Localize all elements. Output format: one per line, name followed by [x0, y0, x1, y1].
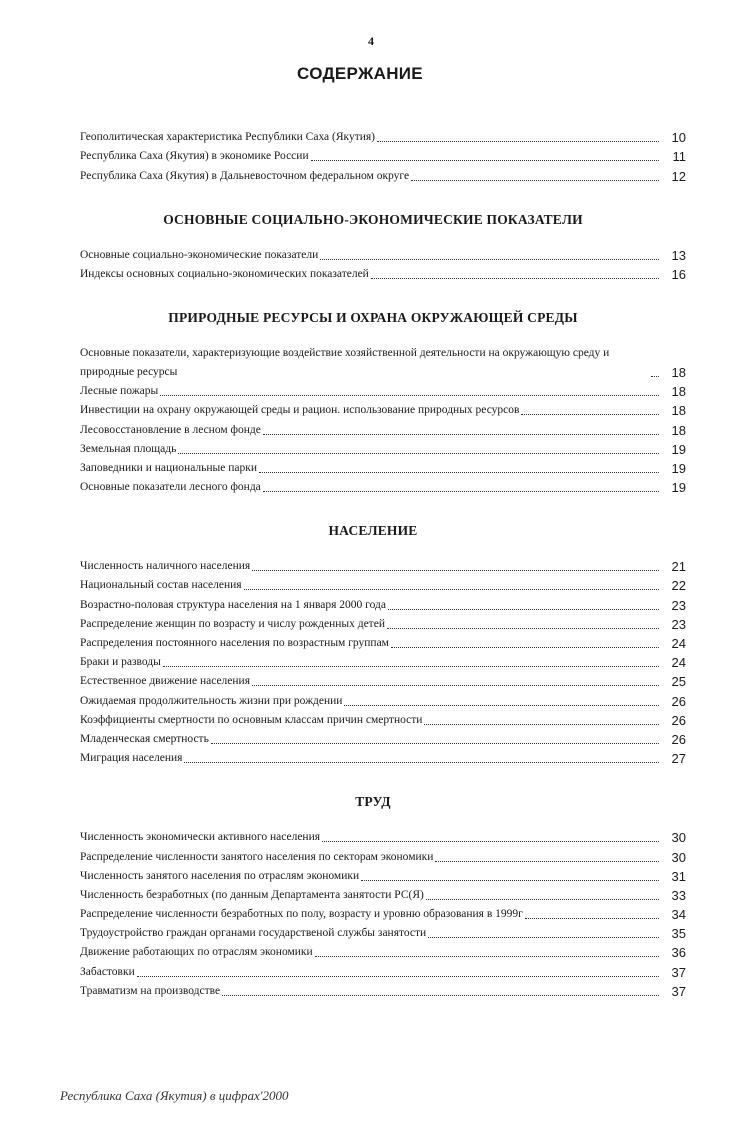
toc-entry-page: 13 [671, 247, 686, 263]
toc-entry-title: Распределение численности занятого населения по секторам экономики [80, 850, 434, 863]
toc-entry-title: Коэффициенты смертности по основным классам причин смертности [80, 713, 423, 726]
toc-entry-page: 33 [671, 887, 686, 903]
dot-leader [222, 995, 659, 996]
dot-leader [211, 743, 659, 744]
dot-leader [320, 259, 659, 260]
toc-entry[interactable] [80, 147, 686, 166]
toc-entry-title: Движение работающих по отраслям экономики [80, 946, 313, 959]
dot-leader [525, 918, 659, 919]
toc-entry[interactable] [80, 749, 686, 768]
toc-entry[interactable] [80, 943, 686, 962]
toc-entry-title: Республика Саха (Якутия) в Дальневосточном федеральном округе [80, 169, 410, 182]
page-title: СОДЕРЖАНИЕ [297, 64, 423, 83]
toc-entry[interactable] [80, 711, 686, 730]
dot-leader [252, 570, 659, 571]
toc-entry-title: Республика Саха (Якутия) в экономике России [80, 150, 309, 163]
section-heading: ТРУД [355, 794, 391, 810]
dot-leader [344, 705, 659, 706]
toc-entry-page: 30 [671, 830, 686, 846]
toc-entry[interactable] [80, 478, 686, 497]
toc-entry[interactable] [80, 595, 686, 614]
toc-entry-page: 18 [671, 384, 686, 400]
dot-leader [263, 434, 659, 435]
toc-entry[interactable] [80, 615, 686, 634]
dot-leader [371, 278, 659, 279]
toc-entry-page: 37 [671, 964, 686, 980]
toc-entry-title: Численность экономически активного населения [80, 831, 321, 844]
toc-entry-page: 23 [671, 597, 686, 613]
toc-entry[interactable] [80, 246, 686, 265]
toc-entry[interactable] [80, 924, 686, 943]
toc-entry[interactable] [80, 691, 686, 710]
page-number: 4 [368, 34, 374, 48]
dot-leader [259, 472, 659, 473]
toc-entry-page: 10 [671, 130, 686, 146]
toc-entry-title: Земельная площадь [80, 442, 177, 455]
toc-entry-page: 24 [671, 636, 686, 651]
toc-entry-title: Распределения постоянного населения по возрастным группам [80, 637, 389, 649]
toc-entry[interactable] [80, 459, 686, 478]
dot-leader [388, 609, 659, 610]
toc-entry-page: 26 [671, 731, 686, 747]
toc-entry-page: 34 [671, 907, 686, 923]
toc-entry-title: Основные показатели лесного фонда [80, 481, 261, 494]
toc-entry[interactable] [80, 401, 686, 420]
toc-entry-title: Инвестиции на охрану окружающей среды и рацион. использование природных ресурсов [80, 404, 520, 417]
toc-entry-title: Основные социально-экономические показатели [80, 248, 319, 261]
dot-leader [411, 180, 659, 181]
dot-leader [163, 666, 659, 667]
toc-entry-title: Геополитическая характеристика Республики Саха (Якутия) [80, 131, 376, 144]
toc-entry-page: 30 [671, 849, 686, 865]
toc-entry-title: Численность наличного населения [80, 560, 251, 573]
dot-leader [184, 762, 659, 763]
section-heading: НАСЕЛЕНИЕ [328, 523, 418, 539]
toc-entry-page: 18 [671, 364, 686, 380]
toc-entry[interactable] [80, 730, 686, 749]
toc-entry[interactable] [80, 886, 686, 905]
dot-leader [361, 880, 659, 881]
toc-entry-page: 18 [671, 403, 686, 419]
toc-entry-title: Травматизм на производстве [80, 984, 221, 997]
toc-entry[interactable] [80, 634, 686, 653]
toc-entry-page: 22 [671, 578, 686, 594]
toc-entry-title: Численность занятого населения по отраслям экономики [80, 869, 360, 882]
toc-entry[interactable] [80, 557, 686, 576]
dot-leader [178, 453, 659, 454]
toc-entry-page: 24 [671, 655, 686, 671]
toc-entry[interactable] [80, 420, 686, 439]
toc-entry-page: 26 [671, 693, 686, 709]
toc-entry[interactable] [80, 382, 686, 401]
section-heading: ОСНОВНЫЕ СОЦИАЛЬНО-ЭКОНОМИЧЕСКИЕ ПОКАЗАТЕЛИ [163, 211, 583, 227]
toc-entry[interactable] [80, 962, 686, 981]
toc-entry-page: 18 [671, 422, 686, 438]
toc-entry-page: 27 [671, 751, 686, 767]
toc-entry-page: 19 [671, 460, 686, 476]
toc-entry-title: Распределение численности безработных по полу, возрасту и уровню образования в 1999г [80, 908, 523, 921]
dot-leader [160, 395, 659, 396]
toc-entry-page: 21 [671, 559, 686, 575]
dot-leader [424, 724, 659, 725]
toc-entry-page: 26 [671, 712, 686, 728]
toc-entry[interactable] [80, 905, 686, 924]
toc-entry-title: Основные показатели, характеризующие воздействие хозяйственной деятельности на окружающую среду и природные ресурсы [80, 346, 610, 378]
toc-entry-title: Забастовки [80, 965, 135, 978]
toc-entry-page: 16 [671, 266, 686, 282]
dot-leader [263, 491, 659, 492]
section-heading: ПРИРОДНЫЕ РЕСУРСЫ И ОХРАНА ОКРУЖАЮЩЕЙ СРЕДЫ [168, 309, 578, 325]
toc-entry[interactable] [80, 982, 686, 1001]
toc-entry-title: Индексы основных социально-экономических показателей [80, 267, 369, 280]
dot-leader [252, 685, 659, 686]
dot-leader [311, 160, 659, 161]
table-of-contents [80, 128, 686, 1001]
toc-entry[interactable] [80, 344, 686, 382]
dot-leader [377, 141, 659, 142]
toc-entry-page: 25 [671, 674, 686, 690]
toc-entry-page: 19 [671, 441, 686, 457]
toc-entry-page: 19 [671, 480, 686, 496]
toc-entry[interactable] [80, 828, 686, 847]
toc-entry-page: 36 [671, 945, 686, 961]
dot-leader [137, 976, 659, 977]
toc-entry[interactable] [80, 576, 686, 595]
toc-entry-title: Миграция населения [80, 752, 183, 765]
toc-entry-page: 11 [672, 149, 686, 165]
toc-entry[interactable] [80, 265, 686, 284]
toc-entry-page: 23 [671, 616, 686, 632]
toc-entry[interactable] [80, 672, 686, 691]
dot-leader [426, 899, 659, 900]
toc-entry[interactable] [80, 653, 686, 672]
dot-leader [315, 956, 659, 957]
footer-caption: Республика Саха (Якутия) в цифрах'2000 [60, 1088, 289, 1103]
toc-entry-title: Заповедники и национальные парки [80, 461, 258, 474]
toc-entry[interactable] [80, 867, 686, 886]
toc-entry-page: 31 [671, 868, 686, 884]
dot-leader [391, 647, 659, 648]
toc-entry[interactable] [80, 847, 686, 866]
toc-entry-title: Ожидаемая продолжительность жизни при рождении [80, 694, 343, 707]
dot-leader [387, 628, 659, 629]
toc-entry-title: Естественное движение населения [80, 675, 250, 688]
toc-entry-title: Распределение женщин по возрасту и числу рожденных детей [80, 617, 385, 630]
dot-leader [651, 376, 659, 377]
toc-entry-title: Младенческая смертность [80, 732, 209, 745]
toc-entry-page: 12 [671, 168, 686, 184]
dot-leader [521, 414, 659, 415]
toc-entry-page: 35 [671, 926, 686, 942]
toc-entry-title: Браки и разводы [80, 656, 161, 669]
dot-leader [435, 861, 659, 862]
dot-leader [244, 589, 659, 590]
toc-entry-title: Возрастно-половая структура населения на 1 января 2000 года [80, 598, 386, 611]
toc-entry-page: 37 [671, 983, 686, 999]
toc-entry[interactable] [80, 440, 686, 459]
dot-leader [322, 841, 659, 842]
dot-leader [428, 937, 659, 938]
toc-entry[interactable] [80, 166, 686, 185]
toc-entry[interactable] [80, 128, 686, 147]
toc-entry-title: Национальный состав населения [80, 579, 242, 592]
toc-entry-title: Трудоустройство граждан органами государственой службы занятости [80, 927, 427, 940]
toc-entry-title: Лесовосстановление в лесном фонде [80, 423, 261, 436]
toc-entry-title: Лесные пожары [80, 385, 159, 398]
toc-entry-title: Численность безработных (по данным Департамента занятости РС(Я) [80, 888, 424, 901]
